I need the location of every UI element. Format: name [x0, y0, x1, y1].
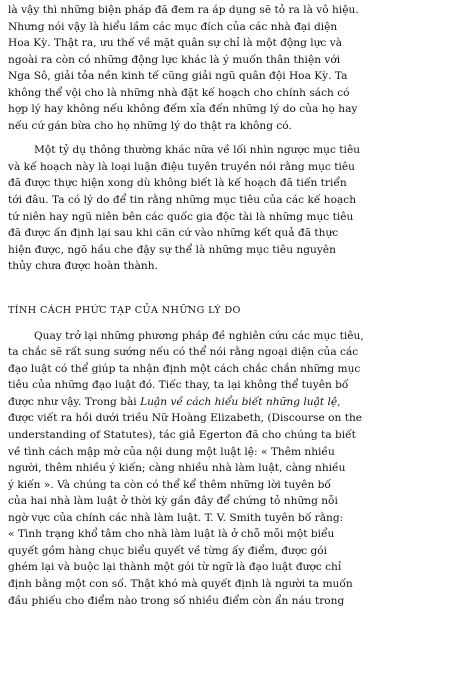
- italic-title: Luận về cách hiểu biết những luật lệ,: [140, 395, 341, 408]
- text-line: của hai nhà làm luật ở thời kỳ gần đây để chứng tỏ những nỗi: [8, 495, 338, 508]
- section-heading: TÍNH CÁCH PHỨC TẠP CỦA NHỮNG LÝ DO: [8, 304, 241, 316]
- text-line: ngờ vực của chính các nhà làm luật. T. V. Smith tuyên bố rằng:: [8, 511, 344, 524]
- text-line: đã được ấn định lại sau khi căn cứ vào những kết quả đã thực: [8, 227, 339, 240]
- text-line: ý kiến ». Và chúng ta còn có thể kể thêm những lời tuyên bố: [8, 478, 331, 491]
- text-line: đầu phiếu cho điểm nào trong số nhiều điểm còn ẩn náu trong: [8, 594, 345, 607]
- paragraph-2: [8, 142, 442, 274]
- text-line: nếu cứ gán bừa cho họ những lý do thật ra không có.: [8, 119, 292, 132]
- section-spacer: [8, 319, 442, 328]
- paragraph-1: [8, 2, 442, 134]
- section-spacer: [8, 275, 442, 303]
- paragraph-spacer: [8, 134, 442, 142]
- text-line: là vậy thì những biện pháp đã đem ra áp dụng sẽ tỏ ra là vô hiệu.: [8, 4, 359, 16]
- text-line: understanding of Statutes), tác giả Egerton đã cho chúng ta biết: [8, 429, 356, 442]
- text-line: định bằng một con số. Thật khó mà quyết định là người ta muốn: [8, 577, 353, 590]
- text-line: người, thêm nhiều ý kiến; càng nhiều nhà làm luật, càng nhiều: [8, 462, 346, 475]
- text-line: Hoa Kỳ. Thật ra, ưu thế về mặt quân sự chỉ là một động lực và: [8, 37, 343, 50]
- text-line: đã được thực hiện xong dù không biết là kế hoạch đã tiến triển: [8, 177, 347, 190]
- text-line: ghém lại và buộc lại thành một gói từ ngữ là đạo luật được chỉ: [8, 561, 342, 574]
- text-line: hợp lý hay không nếu không đếm xỉa đến những lý do của họ hay: [8, 103, 358, 116]
- text-line: Quay trở lại những phương pháp đề nghiên cứu các mục tiêu,: [34, 329, 364, 342]
- text-line: thủy chưa được hoàn thành.: [8, 260, 158, 273]
- text-line: quyết gồm hàng chục biểu quyết về từng ấy điểm, được gói: [8, 544, 328, 557]
- text-line: tứ niên hay ngũ niên bên các quốc gia độc tài là những mục tiêu: [8, 210, 354, 223]
- text-line: đạo luật có thể giúp ta nhận định một cách chắc chắn những mục: [8, 362, 361, 375]
- text-line: và kế hoạch này là loại luận điệu tuyên truyền nói rằng mục tiêu: [8, 160, 355, 173]
- text-line: được viết ra hồi dưới triều Nữ Hoàng Elizabeth, (Discourse on the: [8, 412, 363, 425]
- text-line: không thể vội cho là những nhà đặt kế hoạch cho chính sách có: [8, 86, 350, 99]
- text-line: tới đâu. Ta có lý do để tin rằng những mục tiêu của các kế hoạch: [8, 194, 357, 207]
- text-line: ngoài ra còn có những động lực khác là ý muốn thân thiện với: [8, 53, 341, 66]
- paragraph-3: [8, 328, 442, 609]
- text-run: được như vậy. Trong bài: [8, 395, 141, 408]
- text-line: [8, 394, 442, 411]
- text-line: tiêu của những đạo luật đó. Tiếc thay, ta lại không thể tuyên bố: [8, 379, 349, 392]
- text-line: « Tình trạng khổ tâm cho nhà làm luật là ở chỗ mỗi một biểu: [8, 528, 335, 541]
- text-line: Nga Sô, giải tỏa nền kinh tế cũng giải ngũ quân đội Hoa Kỳ. Ta: [8, 70, 348, 83]
- text-line: về tình cách mập mờ của nội dung một luật lệ: « Thêm nhiều: [8, 445, 335, 458]
- text-line: ta chắc sẽ rất sung sướng nếu có thể nói rằng ngoại diện của các: [8, 346, 359, 359]
- text-line: hiện được, ngõ hầu che đậy sự thể là những mục tiêu nguyên: [8, 243, 336, 256]
- text-line: Một tỷ dụ thông thường khác nữa về lối nhìn ngược mục tiêu: [34, 144, 361, 157]
- text-line: Nhưng nói vậy là hiểu lầm các mục đích của các nhà đại diện: [8, 20, 338, 33]
